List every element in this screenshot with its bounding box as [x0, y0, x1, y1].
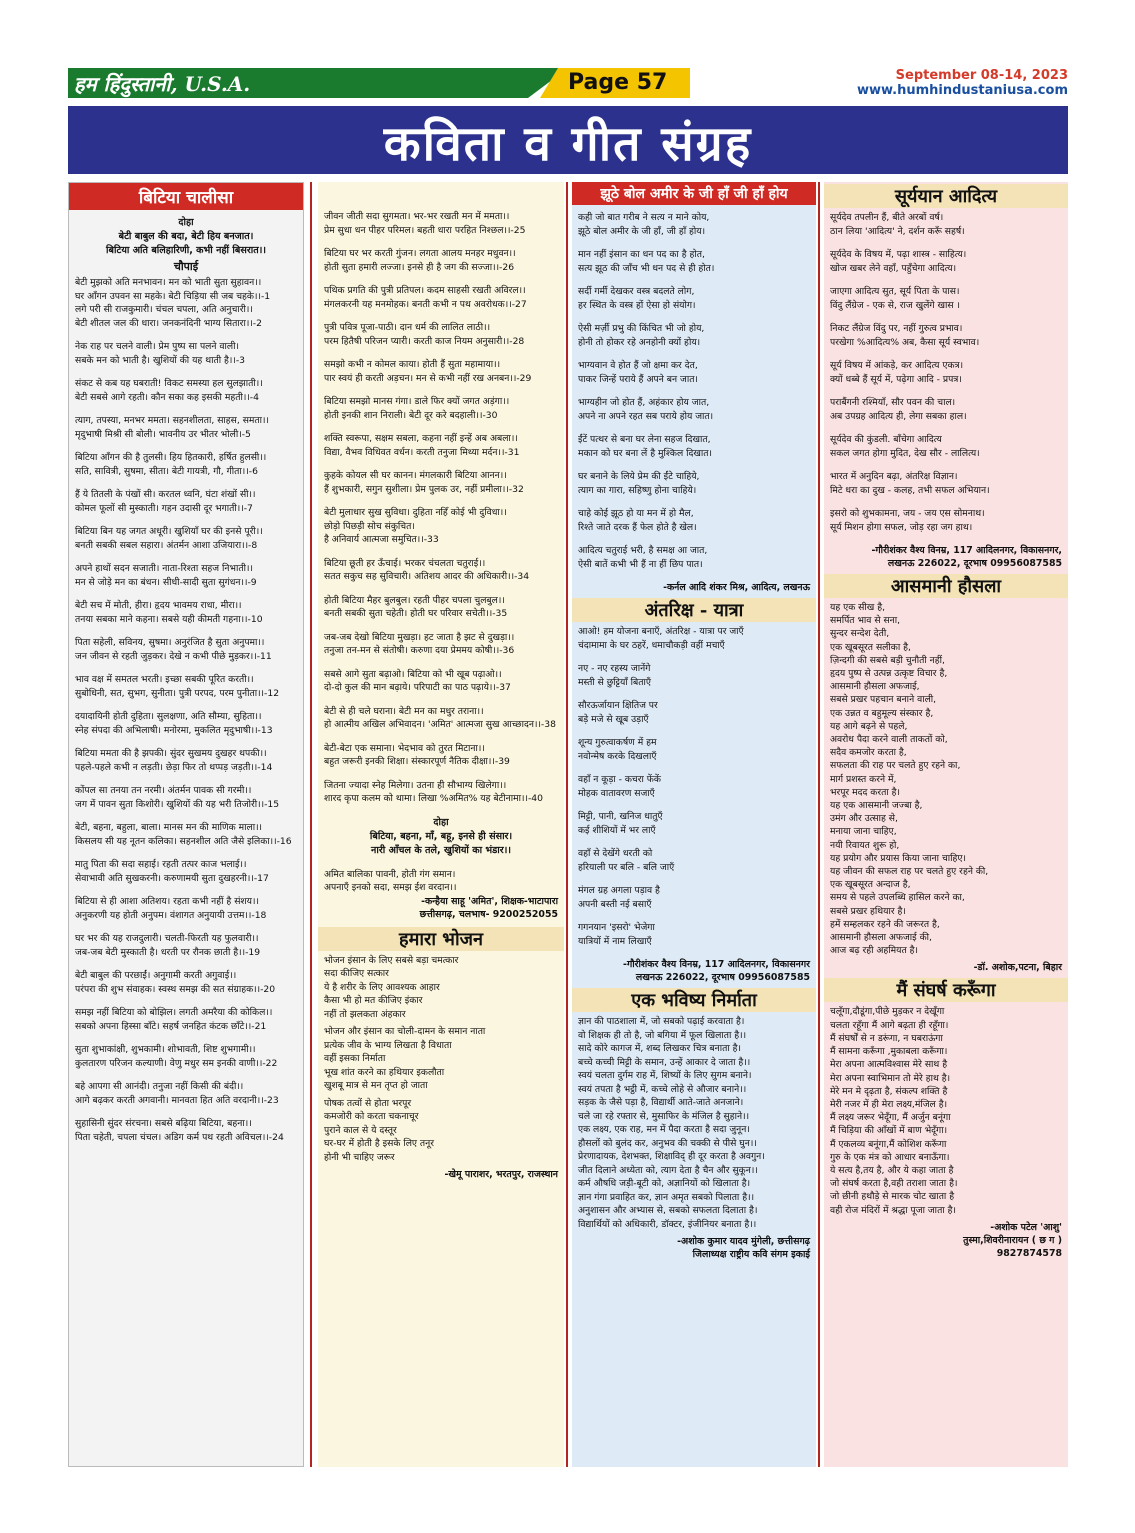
stanza: पराबैंगनी रश्मियाँ, सौर पवन की चाल। अब उपग्रह आदित्य ही, लेगा सबका हाल।: [830, 397, 967, 422]
stanza: भाव वक्ष में समतल भरती। इच्छा सबकी पूरित करती।। सुबोधिनी, सत, सुभग, सुनीता। पुत्री परपद, परम पुनीता।।-12: [75, 674, 280, 699]
stanza-list: [572, 211, 816, 571]
stanza: वहाँ से देखेंगे धरती को हरियाली पर बलि - बलि जाएँ: [578, 848, 675, 873]
stanza: ऐसी मर्ज़ी प्रभु की किंचित भी जो होय, होनी तो होकर रहे अनहोनी क्यों होय।: [578, 323, 705, 348]
stanza: भोजन इंसान के लिए सबसे बड़ा चमत्कार सदा कीजिए सत्कार ये है शरीर के लिए आवश्यक आहार कैसा भी हो मत कीजिए इंकार नहीं तो झलकता अंहकार: [324, 954, 459, 1020]
poet-credit: -कर्नल आदि शंकर मिश्र, आदित्य, लखनऊ: [663, 582, 810, 593]
stanza: इसरो को शुभकामना, जय - जय एस सोमनाथ। सूर्य मिशन होगा सफल, जोड़ रहा जग हाथ।: [830, 508, 985, 533]
poem-title: मैं संघर्ष करूँगा: [824, 978, 1068, 1002]
stanza: कुहके कोयल सी घर कानन। मंगलकारी बिटिया आनन।। हैं शुभकारी, सगुन सुशीला। प्रेम पुलक उर, नहीं प्रमीला।।-32: [324, 470, 524, 495]
poet-credit: -डॉ. अशोक,पटना, बिहार: [973, 962, 1062, 974]
stanza: सूर्यदेव के विषय में, पढ़ा शास्त्र - साहित्य। खोज खबर लेने वहाँ, पहुँचेगा आदित्य।: [830, 249, 967, 274]
poet-credit: -कन्हैया साहू 'अमित', शिक्षक-भाटापारा छत्तीसगढ़, चलभाष- 9200252055: [419, 895, 558, 920]
stanza: कोंपल सा तनया तन नरमी। अंतर्मन पावक सी गरमी।। जग में पावन सुता किशोरी। खुशियों की यह भरी तिजोरी।।-15: [75, 785, 280, 810]
poet-credit: -खेमू पाराशर, भरतपुर, राजस्थान: [444, 1169, 558, 1180]
stanza: सुहासिनी सुंदर संरचना। सबसे बढ़िया बिटिया, बहना।। पिता चहेती, चपला चंचल। अडिग कर्म पथ रहती अविचल।।-24: [75, 1118, 284, 1143]
stanza: मातु पिता की सदा सहाई। रहती तत्पर काज भलाई।। सेवाभावी अति सुखकरनी। करुणामयी सुता दुखहरनी।।-17: [75, 859, 269, 884]
column-3: [572, 182, 816, 1467]
poem-title: आसमानी हौसला: [824, 574, 1068, 598]
poet-credit: -गौरीशंकर वैश्य विनम्र, 117 आदिलनगर, विकासनगर लखनऊ 226022, दूरभाष 09956087585: [623, 959, 810, 983]
stanza: जीवन जीती सदा सुगमता। भर-भर रखती मन में ममता।। प्रेम सुधा धन पीहर परिमल। बहती धारा परहित निश्छल।।-25: [324, 211, 526, 236]
stanza: बेटी-बेटा एक समाना। भेदभाव को तुरत मिटाना।। बहुत जरूरी इनकी शिक्षा। संस्कारपूर्ण नैतिक दीक्षा।।-39: [324, 742, 510, 767]
stanza: सौरऊर्जायान क्षितिज पर बड़े मजे से खूब उड़ाएँ: [578, 700, 658, 725]
chaupai-label: चौपाई: [173, 260, 199, 273]
poem-title: अंतरिक्ष - यात्रा: [572, 598, 816, 622]
stanza: भोजन और इंसान का चोली-दामन के समान नाता प्रत्येक जीव के भाग्य लिखता है विधाता वहीं इसका निर्माता भूख शांत करने का हथियार इकलौता खुशबू मात्र से मन तृप्त हो जाता: [324, 1026, 486, 1091]
stanza: दयादायिनी होती दुहिता। सुलक्षणा, अति सौम्या, सुहिता।। स्नेह संपदा की अभिलाषी। मनोरमा, मुकलित मृदुभाषी।।-13: [75, 711, 273, 736]
poem-title: झूठे बोल अमीर के जी हाँ जी हाँ होय: [572, 182, 816, 205]
stanza: बेटी से ही चले घराना। बेटी मन का मधुर तराना।। हो आत्मीय अखिल अभिवादन। 'अमित' आत्मजा सुख आच्छादन।।-38: [324, 705, 556, 730]
stanza: नेक राह पर चलने वाली। प्रेम पुष्प सा पलने वाली। सबके मन को भाती है। खुशियों की यह थाती है।।-3: [75, 341, 246, 366]
doha-label: दोहा: [433, 816, 449, 828]
poet-credit: -अशोक पटेल 'आशु' तुस्मा,शिवरीनारायन ( छ ग ) 9827874578: [963, 1221, 1062, 1259]
stanza: भाग्यहीन जो होत हैं, अहंकार होय जात, अपने ना अपने रहत सब पराये होय जात।: [578, 397, 714, 422]
stanza: बिटिया बिन यह जगत अधूरी। खुशियाँ घर की इनसे पूरी।। बनती सबकी सबल सहारा। अंतर्मन आशा उजियारा।।-8: [75, 526, 263, 551]
stanza: बिटिया घर भर करती गुंजन। लगता आलय मनहर मधुवन।। होती सुता हमारी लज्जा। इनसे ही है जग की सज्जा।।-26: [324, 248, 516, 273]
stanza: शून्य गुरुत्वाकर्षण में हम नवोन्मेष करके दिखलाएँ: [578, 737, 657, 762]
stanza: बिटिया समझो मानस गंगा। डाले फिर क्यों जगत अड़ंगा।। होती इनकी शान निराली। बेटी दूर करे बदहाली।।-30: [324, 396, 510, 421]
stanza: पोषक तत्वों से होता भरपूर कमजोरी को करता चकनाचूर पुराने काल से ये दस्तूर घर-घर में होती है इसके लिए तनूर होनी भी चाहिए जरूर: [324, 1097, 435, 1163]
stanza: समझ नहीं बिटिया को बोझिल। लगती अमरैया की कोकिल।। सबको अपना हिस्सा बाँटे। सहर्ष जनहित कंटक छाँटे।।-21: [75, 1007, 273, 1032]
stanza: जब-जब देखो बिटिया मुखड़ा। हट जाता है झट से दुखड़ा।। तनुजा तन-मन से संतोषी। करुणा दया प्रेममय कोषी।।-36: [324, 631, 515, 656]
stanza: आओ! हम योजना बनाएँ, अंतरिक्ष - यात्रा पर जाएँ चंदामामा के घर ठहरें, धमाचौकड़ी वहीं मचाएँ: [578, 626, 744, 651]
column-2: [318, 182, 564, 1467]
stanza: बिटिया से ही आशा अतिशय। रहता कभी नहीं है संशय।। अनुकरणी यह होती अनुपम। वंशागत अनुयायी उत्तम।।-18: [75, 896, 267, 921]
doha-text: बिटिया, बहना, माँ, बहू, इनसे ही संसार। नारी आँचल के तले, खुशियों का भंडार।।: [369, 830, 513, 856]
issue-date: September 08-14, 2023: [895, 68, 1068, 83]
stanza: सबसे आगे सुता बढ़ाओ। बिटिया को भी खूब पढ़ाओ।। दो-दो कुल की मान बढ़ाये। परिपाटी का पाठ पढ़ाये।।-37: [324, 668, 511, 693]
stanza: सूर्य विषय में आंकड़े, कर आदित्य एकत्र। क्यों धब्बे हैं सूर्य में, पढ़ेगा आदि - प्रपत्र।: [830, 360, 964, 385]
doha-second: अमित बालिका पावनी, होती गंग समान। अपनाएँ इनको सदा, समझ ईश वरदान।।: [324, 868, 457, 893]
doha-text: बेटी बाबुल की बदा, बेटी हिय बनजात। बिटिया अति बलिहारिणी, कभी नहीं बिसरात।।: [106, 231, 266, 256]
stanza-list: [318, 954, 564, 1165]
stanza: बहे आपगा सी आनंदी। तनुजा नहीं किसी की बंदी।। आगे बढ़कर करती अगवानी। मानवता हित अति वरदानी।।-23: [75, 1081, 279, 1106]
masthead-name: हम हिंदुस्तानी, U.S.A.: [74, 72, 251, 96]
stanza: नए - नए रहस्य जानेंगे मस्ती से छुट्टियाँ बिताएँ: [578, 663, 651, 688]
doha-label: दोहा: [178, 217, 194, 228]
column-4: [824, 182, 1068, 1467]
stanza: भारत में अनुदिन बढ़ा, अंतरिक्ष विज्ञान। मिटे धरा का दुख - कलह, तभी सफल अभियान।: [830, 471, 990, 496]
stanza: बिटिया आँगन की है तुलसी। हिय हितकारी, हर्षित हुलसी।। सति, सावित्री, सुषमा, सीता। बेटी गायत्री, गौ, गीता।।-6: [75, 452, 267, 477]
poem-title: हमारा भोजन: [318, 927, 564, 951]
stanza: बेटी, बहना, बहुला, बाला। मानस मन की माणिक माला।। किसलय सी यह नूतन कलिका। सहनशील अति जैसे इलिका।।-16: [75, 822, 292, 847]
stanza: निकट लैंग्रेज विंदु पर, नहीं गुरुत्व प्रभाव। परखेगा %आदित्य% अब, कैसा सूर्य स्वभाव।: [830, 323, 980, 348]
stanza: बिटिया ममता की है झपकी। सुंदर सुखमय दुखहर थपकी।। पहले-पहले कभी न लड़ती। छेड़ा फिर तो थप्पड़ जड़ती।।-14: [75, 748, 273, 773]
stanza: हैं ये तितली के पंखों सी। करतल ध्वनि, घंटा शंखों सी।। कोमल फूलों सी मुस्काती। गहन उदासी दूर भगाती।।-7: [75, 489, 256, 514]
stanza: संकट से कब यह घबराती! विकट समस्या हल सुलझाती।। बेटी सबसे आगे रहती। कौन सका कह इसकी महती।।-4: [75, 378, 263, 403]
section-title: कविता व गीत संग्रह: [383, 116, 753, 172]
poem-title: सूर्ययान आदित्य: [824, 184, 1068, 208]
stanza: घर बनाने के लिये प्रेम की ईंटे चाहिये, त्याग का गारा, सहिष्णु होना चाहिये।: [578, 471, 700, 496]
stanza: जितना ज्यादा स्नेह मिलेगा। उतना ही सौभाग्य खिलेगा।। शारद कृपा कलम को थामा। लिखा %अमित% यह बेटीनामा।।-40: [324, 779, 543, 804]
stanza: होती बिटिया मैहर बुलबुल। रहती पीहर चपला चुलबुल।। बनती सबकी सुता चहेती। होती घर परिवार सचेती।।-35: [324, 594, 508, 619]
stanza: कही जो बात गरीब ने सत्य न माने कोय, झूठे बोल अमीर के जी हाँ, जी हाँ होय।: [578, 212, 710, 237]
column-divider: [566, 182, 568, 1467]
stanza: सूर्यदेव तपलीन हैं, बीते अरबों वर्ष। ठान लिया 'आदित्य' ने, दर्शन करूँ सहर्ष।: [830, 212, 965, 237]
stanza-list: [69, 276, 303, 1144]
column-1: [68, 182, 304, 1467]
stanza: बेटी सच में मोती, हीरा। हृदय भावमय राधा, मीरा।। तनया सबका माने कहना। सबसे यही कीमती गहना।।-10: [75, 600, 263, 625]
stanza-list: [572, 625, 816, 948]
poem-title: एक भविष्य निर्माता: [572, 988, 816, 1012]
stanza-list: [318, 210, 564, 806]
stanza: सुता शुभाकांक्षी, शुभकामी। शोभावती, शिष्ट शुभगामी।। कुलतारण परिजन कल्याणी। वेणु मधुर सम इनकी वाणी।।-22: [75, 1044, 278, 1069]
stanza: पिता सहेली, सविनय, सुषमा। अनुरंजित है सुता अनुपमा।। जन जीवन से रहती जुड़कर। देखे न कभी पीछे मुड़कर।।-11: [75, 637, 272, 662]
poem-text: यह एक सीख है, समर्पित भाव से सना, सुन्दर सन्देश देती, एक खूबसूरत सलीका है, ज़िन्दगी की सबसे बड़ी चुनौती नहीं, हृदय पुष्प से उत्पन्न उत्कृष्ट विचार है, आसमानी हौसला अफजाई, सबसे प्रखर पहचान बनाने वाली, एक उन्नत व बहुमूल्य संस्कार है, यह आगे बढ़ने से पहले, अवरोध पैदा करने वाली ताकतों को, सदैव कमजोर करता है, सफलता की राह पर चलते हुए रहने का, मार्ग प्रशस्त करने में, भरपूर मदद करता है। यह एक आसमानी जज्बा है, उमंग और उत्साह से, मनाया जाना चाहिए, नयी रिवायत शुरू हो, यह प्रयोग और प्रयास किया जाना चाहिए। यह जीवन की सफल राह पर चलते हुए रहने की, एक खूबसूरत अन्दाज है, समय से पहले उपलब्धि हासिल करने का, सबसे प्रखर हथियार है। हमें सम्हलकर रहने की जरूरत है, आसमानी हौसला अफजाई की, आज बढ़ रही अहमियत है।: [830, 602, 989, 957]
stanza: सूर्यदेव की कुंडली. बाँचेगा आदित्य सकल जगत होगा मुदित, देख सौर - लालित्य।: [830, 434, 980, 459]
stanza: ईंटें पत्थर से बना घर लेना सहज दिखात, मकान को घर बना लें है मुश्किल दिखात।: [578, 434, 713, 459]
column-divider: [818, 182, 820, 1467]
stanza: बेटी मुलाधार सुख सुविधा। दुहिता नहिँ कोई भी दुविधा।। छोड़ो पिछड़ी सोच संकुचित। है अनिवार्य आत्मजा समुचित।।-33: [324, 507, 507, 545]
stanza-list: [824, 211, 1068, 534]
poem-text: चलूँगा,दौडूंगा,पीछे मुड़कर न देखूँगा चलता रहूँगा मैं आगे बढ़ता ही रहूँगा। मैं संघर्षों से न डरूंगा, न घबराऊंगा मैं सामना करूँगा ,मुकाबला करूँगा। मेरा अपना आत्मविश्वास मेरे साथ है मेरा अपना स्वाभिमान तो मेरे हाथ है। मेरे मन मे दृढ़ता है, संकल्प शक्ति है मेरी नजर में ही मेरा लक्ष्य,मंजिल है। मैं लक्ष्य जरूर भेदूँगा, मैं अर्जुन बनूंगा मैं चिड़िया की आँखों में बाण भेदूँगा। मैं एकलव्य बनूंगा,मैं कोशिश करूँगा गुरु के एक मंत्र को आधार बनाऊँगा। ये सत्य है,तय है, और ये कहा जाता है जो संघर्ष करता है,वही तराशा जाता है। जो छीनी हथौड़े से मारक चोट खाता है वही रोज मंदिरों में श्रद्धा पूजा जाता है।: [830, 1006, 958, 1216]
stanza-list: [572, 1015, 816, 1231]
stanza: सर्दी गर्मी देखकर वस्त्र बदलते लोग, हर स्थित के वस्त्र हों ऐसा हो संयोग।: [578, 286, 696, 311]
stanza: भाग्यवान वे होत हैं जो क्षमा कर देत, पाकर जिन्हें पराये हैं अपने बन जात।: [578, 360, 698, 385]
stanza: मान नहीं इंसान का धन पद का है होत, सत्य झूठ की जाँच भी धन पद से ही होत।: [578, 249, 715, 274]
website-link[interactable]: www.humhindustaniusa.com: [856, 83, 1068, 98]
stanza: आदित्य चतुराई भरी, है समक्ष आ जात, ऐसी बातें कभी भी हैं ना हीं छिप पात।: [578, 545, 708, 570]
stanza: पुत्री पवित्र पूजा-पाठी। दान धर्म की लालित लाठी।। परम हितैषी परिजन प्यारी। करती काज नियम अनुसारी।।-28: [324, 322, 525, 347]
page-number: Page 57: [568, 70, 668, 95]
stanza: बेटी मुझको अति मनभावन। मन को भाती सुता सुहावन।। घर आँगन उपवन सा महके। बेटी चिड़िया सी जब चहके।।-1 लगे परी सी राजकुमारी। चंचल चपला, अति अनुचारी।। बेटी शीतल जल की धारा। जनकनंदिनी भाग्य सितारा।।-2: [75, 277, 271, 329]
stanza: गगनयान 'इसरो' भेजेगा यात्रियों में नाम लिखाएँ: [578, 922, 655, 947]
stanza: मंगल ग्रह अगला पड़ाव है अपनी बस्ती नई बसाएँ: [578, 885, 660, 910]
poet-credit: -गौरीशंकर वैश्य विनम्र, 117 आदिलनगर, विकासनगर, लखनऊ 226022, दूरभाष 09956087585: [871, 545, 1062, 569]
stanza: मिट्टी, पानी, खनिज धातुएँ कई शीशियों में भर लाएँ: [578, 811, 663, 836]
stanza: अपने हाथों सदन सजाती। नाता-रिश्ता सहज निभाती।। मन से जोड़े मन का बंधन। सीधी-सादी सुता सुगंधन।।-9: [75, 563, 257, 588]
section-banner: [68, 106, 1068, 174]
stanza: जाएगा आदित्य सुत, सूर्य पिता के पास। विंदु लैंग्रेज - एक से, राज खुलेंगे खास ।: [830, 286, 960, 311]
stanza: बेटी बाबुल की परछाईं। अनुगामी करती अगुवाई।। परंपरा की शुभ संवाहक। स्वस्थ समझ की सत संग्राहक।।-20: [75, 970, 276, 995]
stanza: वहाँ न कूड़ा - कचरा फेंकें मोहक वातावरण सजाएँ: [578, 774, 661, 799]
stanza: पथिक प्रगति की पुत्री प्रतिपल। कदम साहसी रखती अविरल।। मंगलकरनी यह मनमोहक। बनती कभी न पथ अवरोधक।।-27: [324, 285, 527, 310]
stanza: बिटिया छूती हर ऊँचाई। भरकर चंचलता चतुराई।। सतत सकुच सह सुविचारी। अतिशय आदर की अधिकारी।।-34: [324, 557, 530, 582]
column-divider: [310, 182, 312, 1467]
stanza: त्याग, तपस्या, मनभर ममता। सहनशीलता, साहस, समता।। मृदुभाषी मिश्री सी बोली। भावनीय उर भीतर भोली।-5: [75, 415, 270, 440]
top-bar: [68, 68, 1068, 98]
poem-title: बिटिया चालीसा: [69, 183, 303, 210]
stanza: शक्ति स्वरूपा, सक्षम सबला, कहना नहीं इन्हें अब अबला।। विद्या, वैभव विधिवत वर्धन। करती तनुजा मिथ्या मर्दन।।-31: [324, 433, 520, 458]
stanza: समझो कभी न कोमल काया। होती हैं सुता महामाया।। पार स्वयं ही करती अड़चन। मन से कभी नहीं रख अनबन।।-29: [324, 359, 532, 384]
stanza: ज्ञान की पाठशाला में, जो सबको पढ़ाई करवाता है। वो शिक्षक ही तो है, जो बगिया में फूल खिलाता है।। सादे कोरे कागज में, शब्द लिखकर चित्र बनाता है। बच्चे कच्ची मिट्टी के समान, उन्हें आकार दे जाता है।। स्वयं चलता दुर्गम राह में, शिष्यों के लिए सुगम बनाने। स्वयं तपता है भट्ठी में, कच्चे लोहे से औजार बनाने।। सड़क के जैसे पड़ा है, विद्यार्थी आते-जाते अनजाने। चले जा रहे रफ्तार से, मुसाफिर के मंजिल है सुहाने।। एक लक्ष्य, एक राह, मन में पैदा करता है सदा जुनून। हौसलों को बुलंद कर, अनुभव की चक्की से पीसे घुन।। प्रेरणादायक, देशभक्त, शिक्षाविद् ही दूर करता है अवगुन। जीत दिलाने अध्येता को, त्याग देता है चैन और सुकून।। कर्म औषधि जड़ी-बूटी को, अज्ञानियों को खिलाता है। ज्ञान गंगा प्रवाहित कर, ज्ञान अमृत सबको पिलाता है।। अनुशासन और अभ्यास से, सबको सफलता दिलाता है। विद्यार्थियों को अधिकारी, डॉक्टर, इंजीनियर बनाता है।।: [578, 1016, 765, 1230]
poet-credit: -अशोक कुमार यादव मुंगेली, छत्तीसगढ़ जिलाध्यक्ष राष्ट्रीय कवि संगम इकाई: [677, 1236, 810, 1260]
stanza: घर भर की यह राजदुलारी। चलती-फिरती यह फुलवारी।। जब-जब बेटी मुस्काती है। धरती पर रौनक छाती है।।-19: [75, 933, 261, 958]
stanza: चाहे कोई झूठ हो या मन में हो मैल, रिश्ते जाते दरक हैं फेल होते है खेल।: [578, 508, 697, 533]
